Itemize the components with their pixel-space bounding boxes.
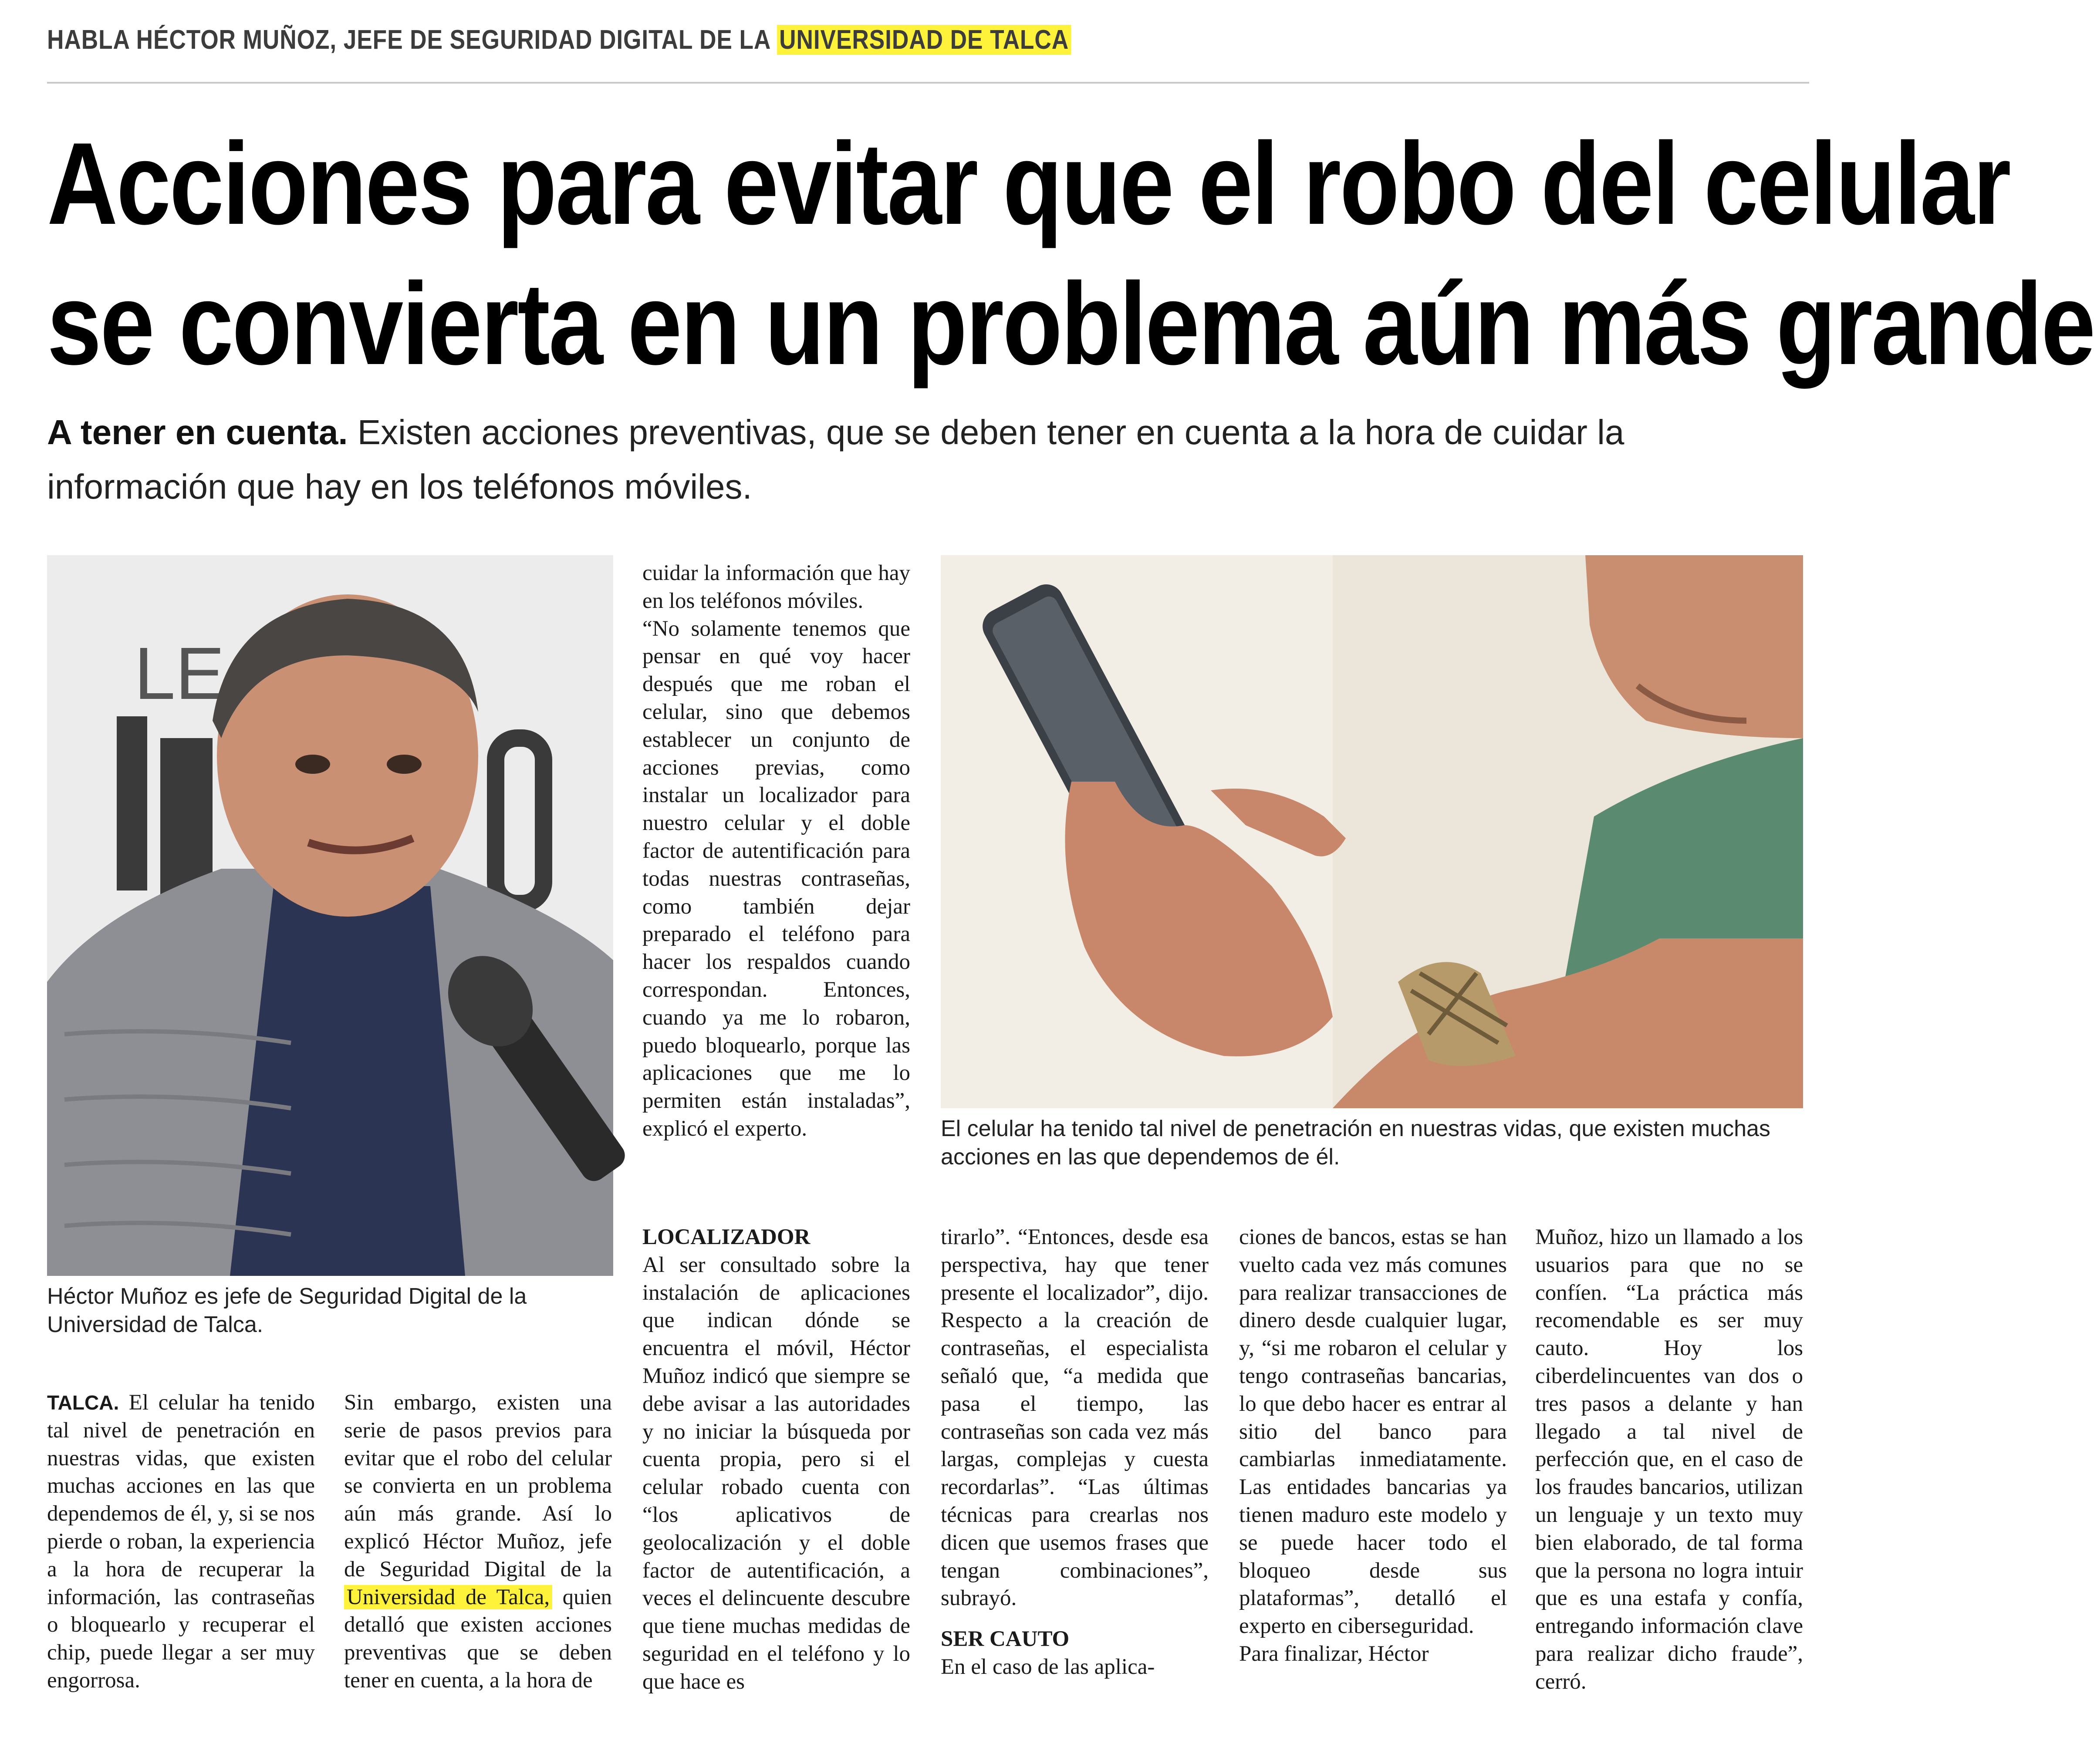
- body-paragraph: [344, 1389, 612, 1695]
- speaker-photo: [47, 555, 613, 1276]
- body-column-3-top: [642, 560, 910, 1143]
- headline-line-2: se convierta en un problema aún más grande: [47, 258, 2094, 389]
- deck: [47, 405, 1785, 514]
- body-paragraph: Para finalizar, Héctor: [1239, 1641, 1429, 1666]
- phone-photo: [941, 555, 1803, 1108]
- body-column-4: [941, 1224, 1209, 1681]
- body-column-1: [47, 1389, 315, 1695]
- dateline: TALCA.: [47, 1391, 119, 1414]
- speaker-photo-caption: Héctor Muñoz es jefe de Seguridad Digital de la Universidad de Talca.: [47, 1284, 527, 1337]
- body-paragraph: En el caso de las aplica-: [941, 1654, 1155, 1679]
- body-column-6: [1535, 1224, 1803, 1696]
- speaker-photo-illustration: [47, 555, 613, 1276]
- body-text: quien detalló que existen acciones preventivas que se deben tener en cuenta, a la hora de: [344, 1585, 612, 1693]
- wall-logo-text: LE: [134, 632, 225, 715]
- subheading-localizador: LOCALIZADOR: [642, 1225, 811, 1249]
- body-paragraph: “No solamente tenemos que pensar en qué voy hacer después que me roban el celular, sino que debemos establecer un conjunto de acciones previas, como instalar un localizador para nuestro celular y el doble factor de autentificación para todas nuestras contraseñas, como también dejar preparado el teléfono para hacer los respaldos cuando correspondan. Entonces, cuando ya me lo robaron, puedo bloquearlo, porque las aplicaciones que me lo permiten están instaladas”, explicó el experto.: [642, 616, 910, 1141]
- body-paragraph: tirarlo”. “Entonces, desde esa perspectiva, hay que tener presente el localizador”, dijo. Respecto a la creación de contraseñas, el especialista señaló que, “a medida que pasa el tiempo, las contraseñas son cada vez más largas, complejas y cuesta recordarlas”. “Las últimas técnicas para crearlas nos dicen que usemos frases que tengan combinaciones”, subrayó.: [941, 1225, 1209, 1611]
- deck-text: Existen acciones preventivas, que se deben tener en cuenta a la hora de cuidar la información que hay en los teléfonos móviles.: [47, 413, 1625, 506]
- top-rule: [47, 82, 1809, 84]
- body-paragraph: [47, 1389, 315, 1695]
- body-text: Sin embargo, existen una serie de pasos previos para evitar que el robo del celular se convierta en un problema aún más grande. Así lo explicó Héctor Muñoz, jefe de Seguridad Digital de la: [344, 1390, 612, 1582]
- headline-line-1: Acciones para evitar que el robo del celular: [47, 118, 2010, 249]
- body-column-3-bottom: [642, 1224, 910, 1696]
- body-paragraph: cuidar la información que hay en los teléfonos móviles.: [642, 561, 910, 613]
- headline: [47, 113, 2094, 394]
- kicker-text: HABLA HÉCTOR MUÑOZ, JEFE DE SEGURIDAD DIGITAL DE LA: [47, 25, 777, 55]
- body-text: El celular ha tenido tal nivel de penetración en nuestras vidas, que existen muchas acciones en las que dependemos de él, y, si se nos pierde o roban, la experiencia a la hora de recuperar la información, las contraseñas o bloquearlo y recuperar el chip, puede llegar a ser muy engorrosa.: [47, 1390, 315, 1693]
- body-paragraph: Al ser consultado sobre la instalación de aplicaciones que indican dónde se encuentra el móvil, Héctor Muñoz indicó que siempre se debe avisar a las autoridades y no iniciar la búsqueda por cuenta propia, pero si el celular robado cuenta con “los aplicativos de geolocalización y el doble factor de autentificación, a veces el delincuente descubre que tiene muchas medidas de seguridad en el teléfono y lo que hace es: [642, 1252, 910, 1694]
- phone-photo-illustration: [941, 555, 1803, 1108]
- body-paragraph: Muñoz, hizo un llamado a los usuarios para que no se confíen. “La práctica más recomendable es ser muy cauto. Hoy los ciberdelincuentes van dos o tres pasos a delante y han llegado a tal nivel de perfección que, en el caso de los fraudes bancarios, utilizan un lenguaje y un texto muy bien elaborado, de tal forma que la persona no logra intuir que es una estafa y confía, entregando información clave para realizar dicho fraude”, cerró.: [1535, 1225, 1803, 1694]
- deck-lead: A tener en cuenta.: [47, 413, 348, 452]
- subheading-ser-cauto: SER CAUTO: [941, 1627, 1070, 1652]
- body-highlight: Universidad de Talca,: [344, 1585, 552, 1609]
- kicker: [47, 24, 1071, 55]
- body-column-2: [344, 1389, 612, 1695]
- body-paragraph: ciones de bancos, estas se han vuelto cada vez más comunes para realizar transacciones de dinero desde cualquier lugar, y, “si me robaron el celular y tengo contraseñas bancarias, lo que debo hacer es entrar al sitio del banco para cambiarlas inmediatamente. Las entidades bancarias ya tienen maduro este modelo y se puede hacer todo el bloqueo desde sus plataformas”, detalló el experto en ciberseguridad.: [1239, 1225, 1507, 1639]
- kicker-highlight: UNIVERSIDAD DE TALCA: [777, 25, 1071, 55]
- phone-photo-caption: El celular ha tenido tal nivel de penetración en nuestras vidas, que existen muchas acciones en las que dependemos de él.: [941, 1116, 1770, 1170]
- body-column-5: [1239, 1224, 1507, 1668]
